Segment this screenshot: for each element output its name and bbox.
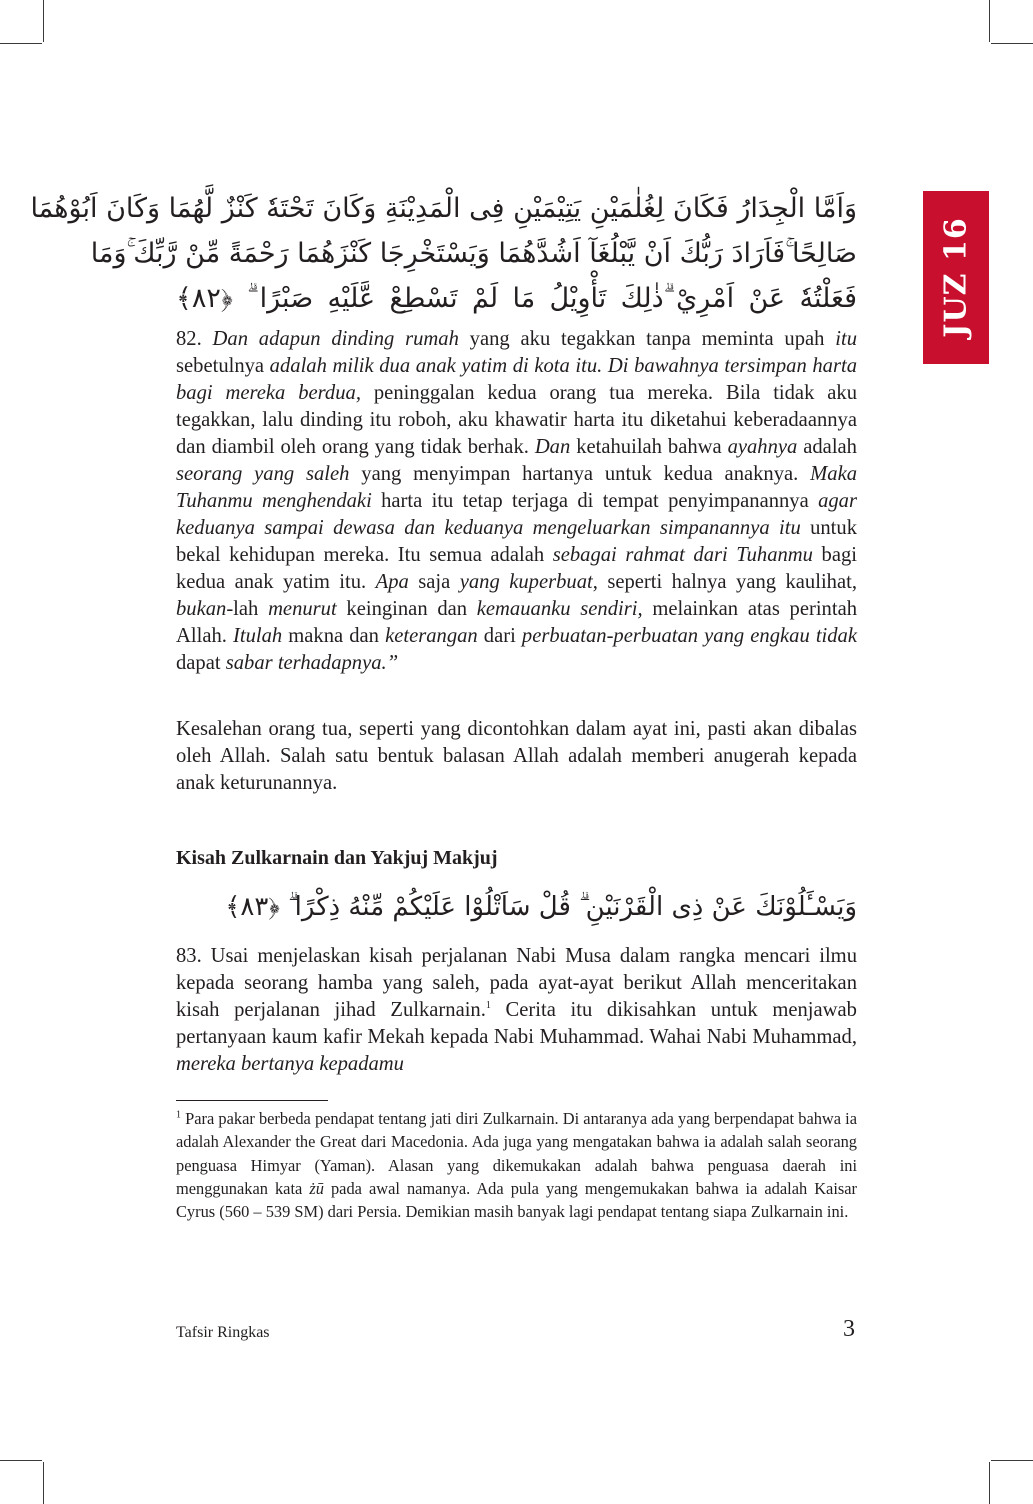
text-segment: yang menyimpan hartanya untuk kedua anaknya.	[349, 463, 811, 485]
text-segment: bagi kedua anak yatim itu.	[176, 544, 857, 593]
crop-mark	[43, 1462, 44, 1504]
footnote-rule	[176, 1100, 328, 1101]
text-segment: keterangan	[385, 625, 478, 647]
crop-mark	[991, 43, 1033, 44]
text-segment: Para pakar berbeda pendapat tentang jati diri Zulkarnain. Di antaranya ada yang berpendapat bahwa ia adalah Alexander the Great dari Macedonia. Ada juga yang mengatakan bahwa ia adalah salah seorang penguasa Himyar (Yaman). Alasan yang dikemukakan adalah bahwa penguasa daerah ini menggunakan kata	[176, 1109, 857, 1198]
arabic-line: صَالِحًا ۚفَاَرَادَ رَبُّكَ اَنْ يَّبْلُغَآ اَشُدَّهُمَا وَيَسْتَخْرِجَا كَنْزَهُمَا رَحْمَةً مِّنْ رَّبِّكَ ۚوَمَا	[90, 238, 857, 269]
verse-82-translation	[176, 326, 857, 677]
text-segment: harta itu tetap terjaga di tempat penyimpanannya	[371, 490, 819, 512]
text-segment: agar keduanya sampai dewasa dan keduanya mengeluarkan simpanannya itu	[176, 490, 857, 539]
footnote-marker: 1	[485, 1000, 491, 1012]
verse-83-arabic	[225, 885, 857, 929]
crop-mark	[989, 1462, 990, 1504]
text-segment: yang kuperbuat	[459, 571, 593, 593]
footnote	[176, 1107, 857, 1223]
text-segment: Cerita itu dikisahkan untuk menjawab pertanyaan kaum kafir Mekah kepada Nabi Muhammad. Wahai Nabi Muhammad,	[176, 999, 857, 1048]
text-segment: bukan	[176, 598, 227, 620]
text-segment: menurut	[268, 598, 337, 620]
text-segment: sabar terhadapnya.”	[225, 652, 399, 674]
text-segment: 83. Usai menjelaskan kisah perjalanan Nabi Musa dalam rangka mencari ilmu kepada seorang hamba yang saleh, pada ayat-ayat berikut Allah menceritakan kisah perjalanan jihad Zulkarnain.	[176, 945, 857, 1021]
text-segment: Dan adapun dinding rumah	[212, 328, 459, 350]
text-segment: makna dan	[282, 625, 386, 647]
text-segment: seorang yang saleh	[176, 463, 350, 485]
section-heading: Kisah Zulkarnain dan Yakjuj Makjuj	[176, 847, 498, 869]
text-segment: keinginan dan	[336, 598, 477, 620]
text-segment: saja	[408, 571, 460, 593]
text-segment: dapat	[176, 652, 226, 674]
text-segment: perbuatan-perbuatan yang engkau tidak	[521, 625, 857, 647]
text-segment: yang aku tegakkan tanpa meminta upah	[458, 328, 836, 350]
text-segment: ketahuilah bahwa	[570, 436, 728, 458]
text-segment: sebagai rahmat dari Tuhanmu	[552, 544, 813, 566]
text-segment: mereka bertanya kepadamu	[176, 1053, 404, 1075]
text-segment: ayahnya	[727, 436, 798, 458]
text-segment: Apa	[375, 571, 409, 593]
running-footer-title: Tafsir Ringkas	[176, 1324, 270, 1341]
footnote-marker: 1	[176, 1109, 181, 1121]
crop-mark	[43, 0, 44, 42]
text-segment: peninggalan kedua orang tua mereka. Bila tidak aku tegakkan, lalu dinding itu roboh, aku khawatir harta itu diketahui keberadaannya dan diambil oleh orang yang tidak berhak.	[176, 382, 857, 458]
text-segment: adalah milik dua anak yatim di kota itu. Di bawahnya tersimpan harta bagi mereka berdua,	[176, 355, 857, 404]
text-segment: itu	[835, 328, 857, 350]
text-segment: adalah	[797, 436, 857, 458]
verse-83-translation	[176, 943, 857, 1078]
text-segment: pada awal namanya. Ada pula yang mengemukakan bahwa ia adalah Kaisar Cyrus (560 – 539 SM) dari Persia. Demikian masih banyak lagi pendapat tentang siapa Zulkarnain ini.	[176, 1178, 857, 1222]
text-segment: Itulah	[232, 625, 283, 647]
text-segment: -lah	[226, 598, 269, 620]
text-segment: żū	[309, 1178, 324, 1198]
crop-mark	[991, 1460, 1033, 1461]
commentary-paragraph: Kesalehan orang tua, seperti yang dicontohkan dalam ayat ini, pasti akan dibalas oleh Allah. Salah satu bentuk balasan Allah adalah memberi anugerah kepada anak keturunannya.	[176, 718, 857, 794]
juz-label: JUZ 16	[938, 217, 974, 338]
crop-mark	[989, 0, 990, 42]
verse-82-arabic	[30, 186, 857, 321]
crop-mark	[0, 1460, 42, 1461]
crop-mark	[0, 43, 42, 44]
text-segment: Maka Tuhanmu menghendaki	[176, 463, 858, 512]
page-number: 3	[843, 1316, 855, 1342]
text-segment: dari	[477, 625, 522, 647]
text-segment: Dan	[534, 436, 571, 458]
text-segment: untuk bekal kehidupan mereka. Itu semua adalah	[176, 517, 857, 566]
text-segment: , seperti halnya yang kaulihat,	[592, 571, 857, 593]
text-segment: sebetulnya	[176, 355, 270, 377]
arabic-line: فَعَلْتُهٗ عَنْ اَمْرِيْ ۗذٰلِكَ تَأْوِيْلُ مَا لَمْ تَسْطِعْ عَّلَيْهِ صَبْرًا ۗ ﴿٨٢﴾	[176, 283, 857, 314]
text-segment: kemauanku sendiri,	[476, 598, 643, 620]
text-segment: 82.	[176, 328, 213, 350]
arabic-line: وَاَمَّا الْجِدَارُ فَكَانَ لِغُلٰمَيْنِ يَتِيْمَيْنِ فِى الْمَدِيْنَةِ وَكَانَ تَحْتَهٗ كَنْزٌ لَّهُمَا وَكَانَ اَبُوْهُمَا	[30, 193, 857, 224]
arabic-line: وَيَسْـَٔلُوْنَكَ عَنْ ذِى الْقَرْنَيْنِ ۗ قُلْ سَاَتْلُوْا عَلَيْكُمْ مِّنْهُ ذِكْرًا ۗ ﴿٨٣﴾	[225, 892, 857, 922]
juz-tab	[923, 191, 989, 364]
text-segment: melainkan atas perintah Allah.	[176, 598, 858, 647]
